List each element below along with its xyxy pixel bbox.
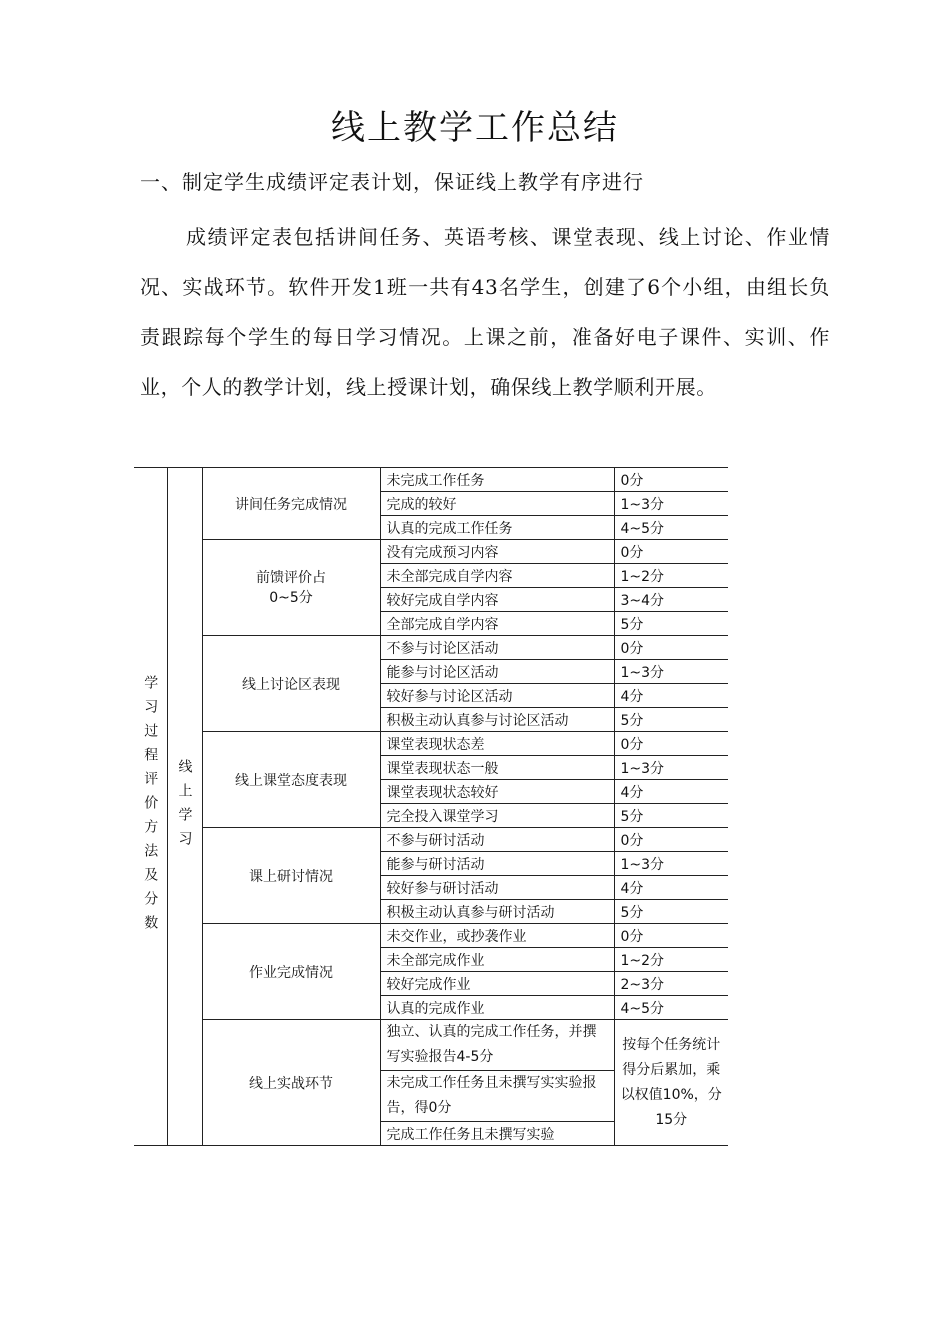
group-name: 线上讨论区表现 bbox=[202, 636, 380, 732]
section-heading: 一、制定学生成绩评定表计划，保证线上教学有序进行 bbox=[140, 170, 644, 194]
criterion-item: 较好完成作业 bbox=[380, 972, 614, 996]
criterion-item: 未交作业，或抄袭作业 bbox=[380, 924, 614, 948]
criterion-score: 0分 bbox=[614, 540, 728, 564]
group-name: 前馈评价占 0~5分 bbox=[202, 540, 380, 636]
criterion-score: 2~3分 bbox=[614, 972, 728, 996]
criterion-item: 未全部完成自学内容 bbox=[380, 564, 614, 588]
group-name: 线上课堂态度表现 bbox=[202, 732, 380, 828]
criterion-item: 认真的完成作业 bbox=[380, 996, 614, 1020]
criterion-score: 3~4分 bbox=[614, 588, 728, 612]
criterion-score: 4分 bbox=[614, 780, 728, 804]
evaluation-category-cell: 学习过程评价方法及分数 bbox=[134, 468, 167, 1146]
criterion-item: 不参与研讨活动 bbox=[380, 828, 614, 852]
criterion-score: 0分 bbox=[614, 732, 728, 756]
criterion-score: 0分 bbox=[614, 924, 728, 948]
group-name: 讲间任务完成情况 bbox=[202, 468, 380, 540]
criterion-item: 较好参与讨论区活动 bbox=[380, 684, 614, 708]
page-title: 线上教学工作总结 bbox=[331, 108, 619, 148]
criterion-score: 4分 bbox=[614, 684, 728, 708]
criterion-score: 1~3分 bbox=[614, 660, 728, 684]
scoring-note: 按每个任务统计得分后累加，乘以权值10%，分15分 bbox=[614, 1020, 728, 1146]
criterion-item: 完成的较好 bbox=[380, 492, 614, 516]
criterion-item: 能参与讨论区活动 bbox=[380, 660, 614, 684]
criterion-score: 0分 bbox=[614, 828, 728, 852]
criterion-score: 5分 bbox=[614, 804, 728, 828]
criterion-score: 5分 bbox=[614, 900, 728, 924]
criterion-score: 1~3分 bbox=[614, 756, 728, 780]
criterion-score: 5分 bbox=[614, 612, 728, 636]
criterion-item: 课堂表现状态较好 bbox=[380, 780, 614, 804]
criterion-item: 认真的完成工作任务 bbox=[380, 516, 614, 540]
criterion-score: 5分 bbox=[614, 708, 728, 732]
criterion-score: 4~5分 bbox=[614, 516, 728, 540]
evaluation-table bbox=[134, 467, 728, 1146]
criterion-score: 1~3分 bbox=[614, 852, 728, 876]
criterion-item: 全部完成自学内容 bbox=[380, 612, 614, 636]
criterion-item: 课堂表现状态一般 bbox=[380, 756, 614, 780]
criterion-score: 1~3分 bbox=[614, 492, 728, 516]
criterion-score: 4~5分 bbox=[614, 996, 728, 1020]
criterion-item: 完全投入课堂学习 bbox=[380, 804, 614, 828]
criterion-item: 未完成工作任务且未撰写实实验报告，得0分 bbox=[380, 1071, 614, 1122]
criterion-score: 4分 bbox=[614, 876, 728, 900]
criterion-score: 0分 bbox=[614, 468, 728, 492]
criterion-item: 积极主动认真参与讨论区活动 bbox=[380, 708, 614, 732]
criterion-item: 未完成工作任务 bbox=[380, 468, 614, 492]
criterion-item: 较好参与研讨活动 bbox=[380, 876, 614, 900]
criterion-item: 课堂表现状态差 bbox=[380, 732, 614, 756]
criterion-item: 没有完成预习内容 bbox=[380, 540, 614, 564]
online-learning-cell: 线上学习 bbox=[167, 468, 202, 1146]
criterion-score: 1~2分 bbox=[614, 948, 728, 972]
criterion-item: 积极主动认真参与研讨活动 bbox=[380, 900, 614, 924]
criterion-item: 能参与研讨活动 bbox=[380, 852, 614, 876]
group-name: 作业完成情况 bbox=[202, 924, 380, 1020]
criterion-item: 独立、认真的完成工作任务，并撰写实验报告4-5分 bbox=[380, 1020, 614, 1071]
group-name: 课上研讨情况 bbox=[202, 828, 380, 924]
criterion-item: 不参与讨论区活动 bbox=[380, 636, 614, 660]
criterion-item: 未全部完成作业 bbox=[380, 948, 614, 972]
criterion-item: 完成工作任务且未撰写实验 bbox=[380, 1122, 614, 1146]
criterion-score: 1~2分 bbox=[614, 564, 728, 588]
criterion-score: 0分 bbox=[614, 636, 728, 660]
section-paragraph: 成绩评定表包括讲间任务、英语考核、课堂表现、线上讨论、作业情况、实战环节。软件开发1班一共有43名学生，创建了6个小组，由组长负责跟踪每个学生的每日学习情况。上课之前，准备好电子课件、实训、作业，个人的教学计划，线上授课计划，确保线上教学顺利开展。 bbox=[140, 225, 830, 399]
group-name: 线上实战环节 bbox=[202, 1020, 380, 1146]
criterion-item: 较好完成自学内容 bbox=[380, 588, 614, 612]
